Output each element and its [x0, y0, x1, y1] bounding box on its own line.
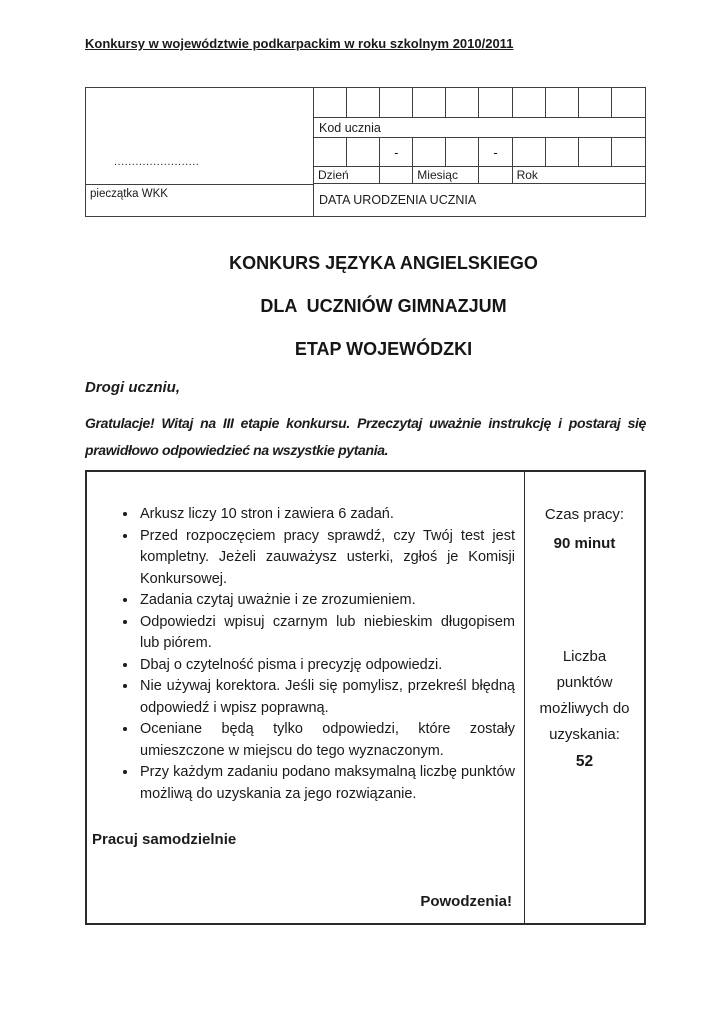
code-box — [446, 88, 479, 117]
stamp-dotted-line: ........................ — [114, 156, 200, 168]
congratulations-message: Gratulacje! Witaj na III etapie konkursu. Przeczytaj uważnie instrukcję i postaraj się prawidłowo odpowiedzieć na wszystkie pytania. — [85, 415, 646, 458]
code-box — [413, 88, 446, 117]
instruction-item: • Odpowiedzi wpisuj czarnym lub niebieskim długopisem lub piórem. — [138, 612, 515, 655]
instructions-list — [87, 504, 515, 805]
code-column — [314, 88, 645, 216]
work-alone-note: Pracuj samodzielnie — [92, 831, 237, 848]
stamp-label: pieczątka WKK — [90, 188, 168, 200]
birth-date-boxes — [314, 138, 645, 167]
intro-block — [85, 377, 646, 464]
code-box — [612, 138, 645, 166]
date-part-labels — [314, 167, 645, 184]
date-label-spacer — [479, 167, 512, 183]
year-label: Rok — [516, 168, 538, 182]
stamp-area — [86, 88, 313, 185]
code-box — [380, 88, 413, 117]
code-box — [347, 88, 380, 117]
document-header: Konkursy w województwie podkarpackim w roku szkolnym 2010/2011 — [85, 36, 514, 51]
instruction-item: • Oceniane będą tylko odpowiedzi, które zostały umieszczone w miejscu do tego wyznaczonym. — [138, 719, 515, 762]
code-box — [546, 88, 579, 117]
code-box — [513, 138, 546, 166]
code-box — [513, 88, 546, 117]
instruction-item: • Zadania czytaj uważnie i ze zrozumieniem. — [138, 590, 515, 612]
birth-date-label: DATA URODZENIA UCZNIA — [319, 193, 477, 207]
day-label: Dzień — [314, 167, 380, 183]
time-label: Czas pracy: — [544, 506, 625, 523]
code-box — [612, 88, 645, 117]
good-luck-note: Powodzenia! — [420, 893, 512, 910]
code-box — [413, 138, 446, 166]
code-box-dash: - — [380, 138, 413, 166]
instruction-item: • Dbaj o czytelność pisma i precyzję odpowiedzi. — [138, 655, 515, 677]
code-box — [347, 138, 380, 166]
contest-stage: ETAP WOJEWÓDZKI — [294, 339, 473, 359]
contest-audience: DLA UCZNIÓW GIMNAZJUM — [260, 296, 507, 316]
contest-title: KONKURS JĘZYKA ANGIELSKIEGO — [229, 253, 538, 273]
instructions-cell — [87, 472, 525, 923]
student-code-table — [85, 87, 646, 217]
code-box — [579, 138, 612, 166]
instruction-item: • Nie używaj korektora. Jeśli się pomylisz, przekreśl błędną odpowiedź i wpisz poprawną. — [138, 676, 515, 719]
title-block — [85, 252, 646, 381]
time-value: 90 minut — [553, 535, 616, 552]
student-code-boxes — [314, 88, 645, 118]
instructions-table — [85, 470, 646, 925]
code-box-dash: - — [479, 138, 512, 166]
code-box — [546, 138, 579, 166]
code-box — [446, 138, 479, 166]
code-box — [579, 88, 612, 117]
points-value: 52 — [575, 753, 594, 770]
stamp-column — [86, 88, 314, 216]
month-label: Miesiąc — [413, 167, 479, 183]
instruction-item: • Arkusz liczy 10 stron i zawiera 6 zadań. — [138, 504, 515, 526]
instruction-item: • Przed rozpoczęciem pracy sprawdź, czy Twój test jest kompletny. Jeżeli zauważysz usterki, zgłoś je Komisji Konkursowej. — [138, 526, 515, 591]
points-label: Liczba punktów możliwych do uzyskania: — [539, 648, 630, 743]
kod-ucznia-label: Kod ucznia — [314, 118, 645, 138]
instruction-item: • Przy każdym zadaniu podano maksymalną liczbę punktów możliwą do uzyskania za jego rozwiązanie. — [138, 762, 515, 805]
code-box — [314, 138, 347, 166]
summary-cell — [525, 472, 644, 923]
date-label-spacer — [380, 167, 413, 183]
code-box — [314, 88, 347, 117]
salutation: Drogi uczniu, — [85, 379, 180, 396]
code-box — [479, 88, 512, 117]
